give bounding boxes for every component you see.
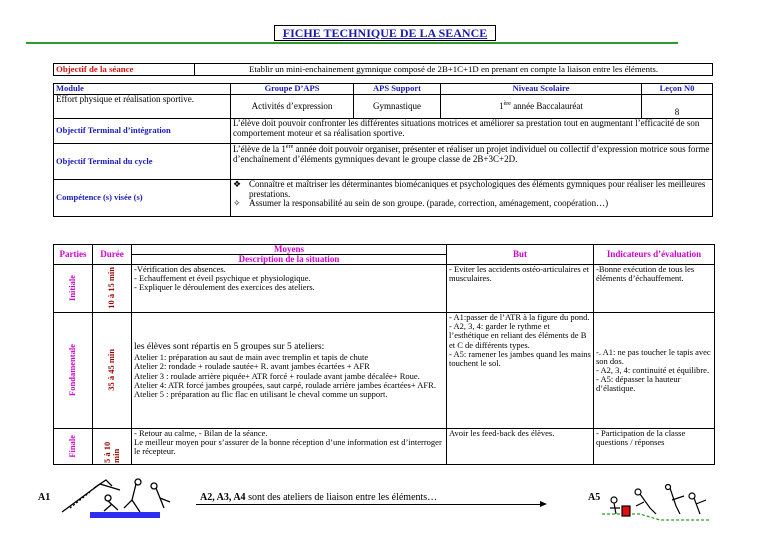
indicateurs-cell: - Participation de la classe questions / réponses	[594, 429, 715, 465]
header-but: But	[447, 245, 594, 265]
header-duree: Durée	[93, 245, 132, 265]
description-cell: -Vérification des absences. - Echauffement et éveil psychique et physiologique. - Expliquer le déroulement des exercices des ateliers.	[132, 265, 447, 313]
green-divider	[26, 42, 678, 44]
table-row	[54, 429, 715, 465]
niveau-value: 1ère année Baccalauréat	[441, 95, 642, 119]
description-cell: - Retour au calme, - Bilan de la séance. Le meilleur moyen pour s’assurer de la bonne réception d’une information est d’interroger le récepteur.	[132, 429, 447, 465]
lecon-value: 8	[642, 95, 713, 119]
arrow-line	[196, 504, 542, 505]
header-lecon: Leçon N0	[642, 84, 713, 95]
partie-cell: Initiale	[54, 265, 93, 313]
star-bullet-icon: ✧	[233, 198, 241, 209]
indicateurs-cell: -Bonne exécution de tous les éléments d’échauffement.	[594, 265, 715, 313]
partie-cell: Fondamentale	[54, 313, 93, 429]
a1-label: A1	[38, 492, 51, 503]
duree-cell: 5 à 10 min	[93, 429, 132, 465]
duree-cell: 35 à 45 min	[93, 313, 132, 429]
but-cell: Avoir les feed-back des élèves.	[447, 429, 594, 465]
groupe-value: Activités d’expression	[231, 95, 354, 119]
header-indicateurs: Indicateurs d’évaluation	[594, 245, 715, 265]
oti-text: L’élève doit pouvoir confronter les différentes situations motrices et améliorer sa prestation tout en augmentant l’efficacité de son comportement moteur et sa réalisation sportive.	[231, 119, 713, 144]
arrow-head-icon	[540, 501, 547, 507]
seance-table	[53, 244, 715, 465]
objectif-table	[53, 63, 713, 76]
competence-1: Connaître et maîtriser les déterminantes biomécaniques et psychologiques des éléments gymniques pour réaliser les meilleures prestations.	[249, 179, 706, 199]
a5-label: A5	[588, 492, 601, 503]
competence-list	[231, 180, 713, 217]
diamond-bullet-icon: ❖	[233, 179, 242, 189]
objectif-label: Objectif de la séance	[54, 64, 195, 76]
table-row	[54, 313, 715, 429]
competence-label: Compétence (s) visée (s)	[54, 180, 231, 217]
header-niveau: Niveau Scolaire	[441, 84, 642, 95]
description-cell: les élèves sont répartis en 5 groupes sur 5 ateliers: Atelier 1: préparation au saut de main avec tremplin et tapis de chute Atelier 2: rondade + roulade sautée+ R. avant jambes écartées + AFR Atelier 3 : roulade arrière piquée+ ATR forcé + roulade avant jambe décalée+ Roue. Atelier 4: ATR forcé jambes groupées, saut carpé, roulade arrière jambes écartées+ AFR. Atelier 5 : préparation au flic flac en utilisant le cheval comme un support.	[132, 313, 447, 429]
indicateurs-cell: -. A1: ne pas toucher le tapis avec son dos. - A2, 3, 4: continuité et équilibre. - A5: dépasser la hauteur d’élastique.	[594, 313, 715, 429]
partie-cell: Finale	[54, 429, 93, 465]
otc-label: Objectif Terminal du cycle	[54, 144, 231, 180]
competence-2: Assumer la responsabilité au sein de son groupe. (parade, correction, aménagement, coopération…)	[249, 198, 609, 209]
header-parties: Parties	[54, 245, 93, 265]
mat-bar	[90, 512, 160, 518]
header-aps: APS Support	[354, 84, 441, 95]
oti-label: Objectif Terminal d’intégration	[54, 119, 231, 144]
page-title: FICHE TECHNIQUE DE LA SEANCE	[274, 25, 496, 41]
gymnast-figures-right-icon	[600, 484, 715, 524]
but-cell: - Eviter les accidents ostéo-articulaires et musculaires.	[447, 265, 594, 313]
header-groupe: Groupe D’APS	[231, 84, 354, 95]
but-cell: - A1:passer de l’ATR à la figure du pond. - A2, 3, 4: garder le rythme et l’esthétique en reliant des éléments de B et C de différents types. - A5: ramener les jambes quand les mains touchent le sol.	[447, 313, 594, 429]
linkage-note: A2, A3, A4 sont des ateliers de liaison entre les éléments…	[200, 492, 438, 503]
otc-text: L’élève de la 1ère année doit pouvoir organiser, présenter et réaliser un projet individuel ou collectif d’expression motrice sous forme d’enchaînement d’éléments gymniques devant le groupe classe de 2B+3C+2D.	[231, 144, 713, 180]
objectif-text: Etablir un mini-enchainement gymnique composé de 2B+1C+1D en prenant en compte la liaison entre les éléments.	[195, 64, 713, 76]
aps-value: Gymnastique	[354, 95, 441, 119]
header-module: Module	[54, 84, 231, 95]
header-description: Description de la situation	[132, 255, 447, 265]
info-table	[53, 83, 713, 217]
table-row	[54, 265, 715, 313]
module-value: Effort physique et réalisation sportive.	[54, 95, 231, 119]
duree-cell: 10 à 15 min	[93, 265, 132, 313]
header-moyens: Moyens	[132, 245, 447, 255]
